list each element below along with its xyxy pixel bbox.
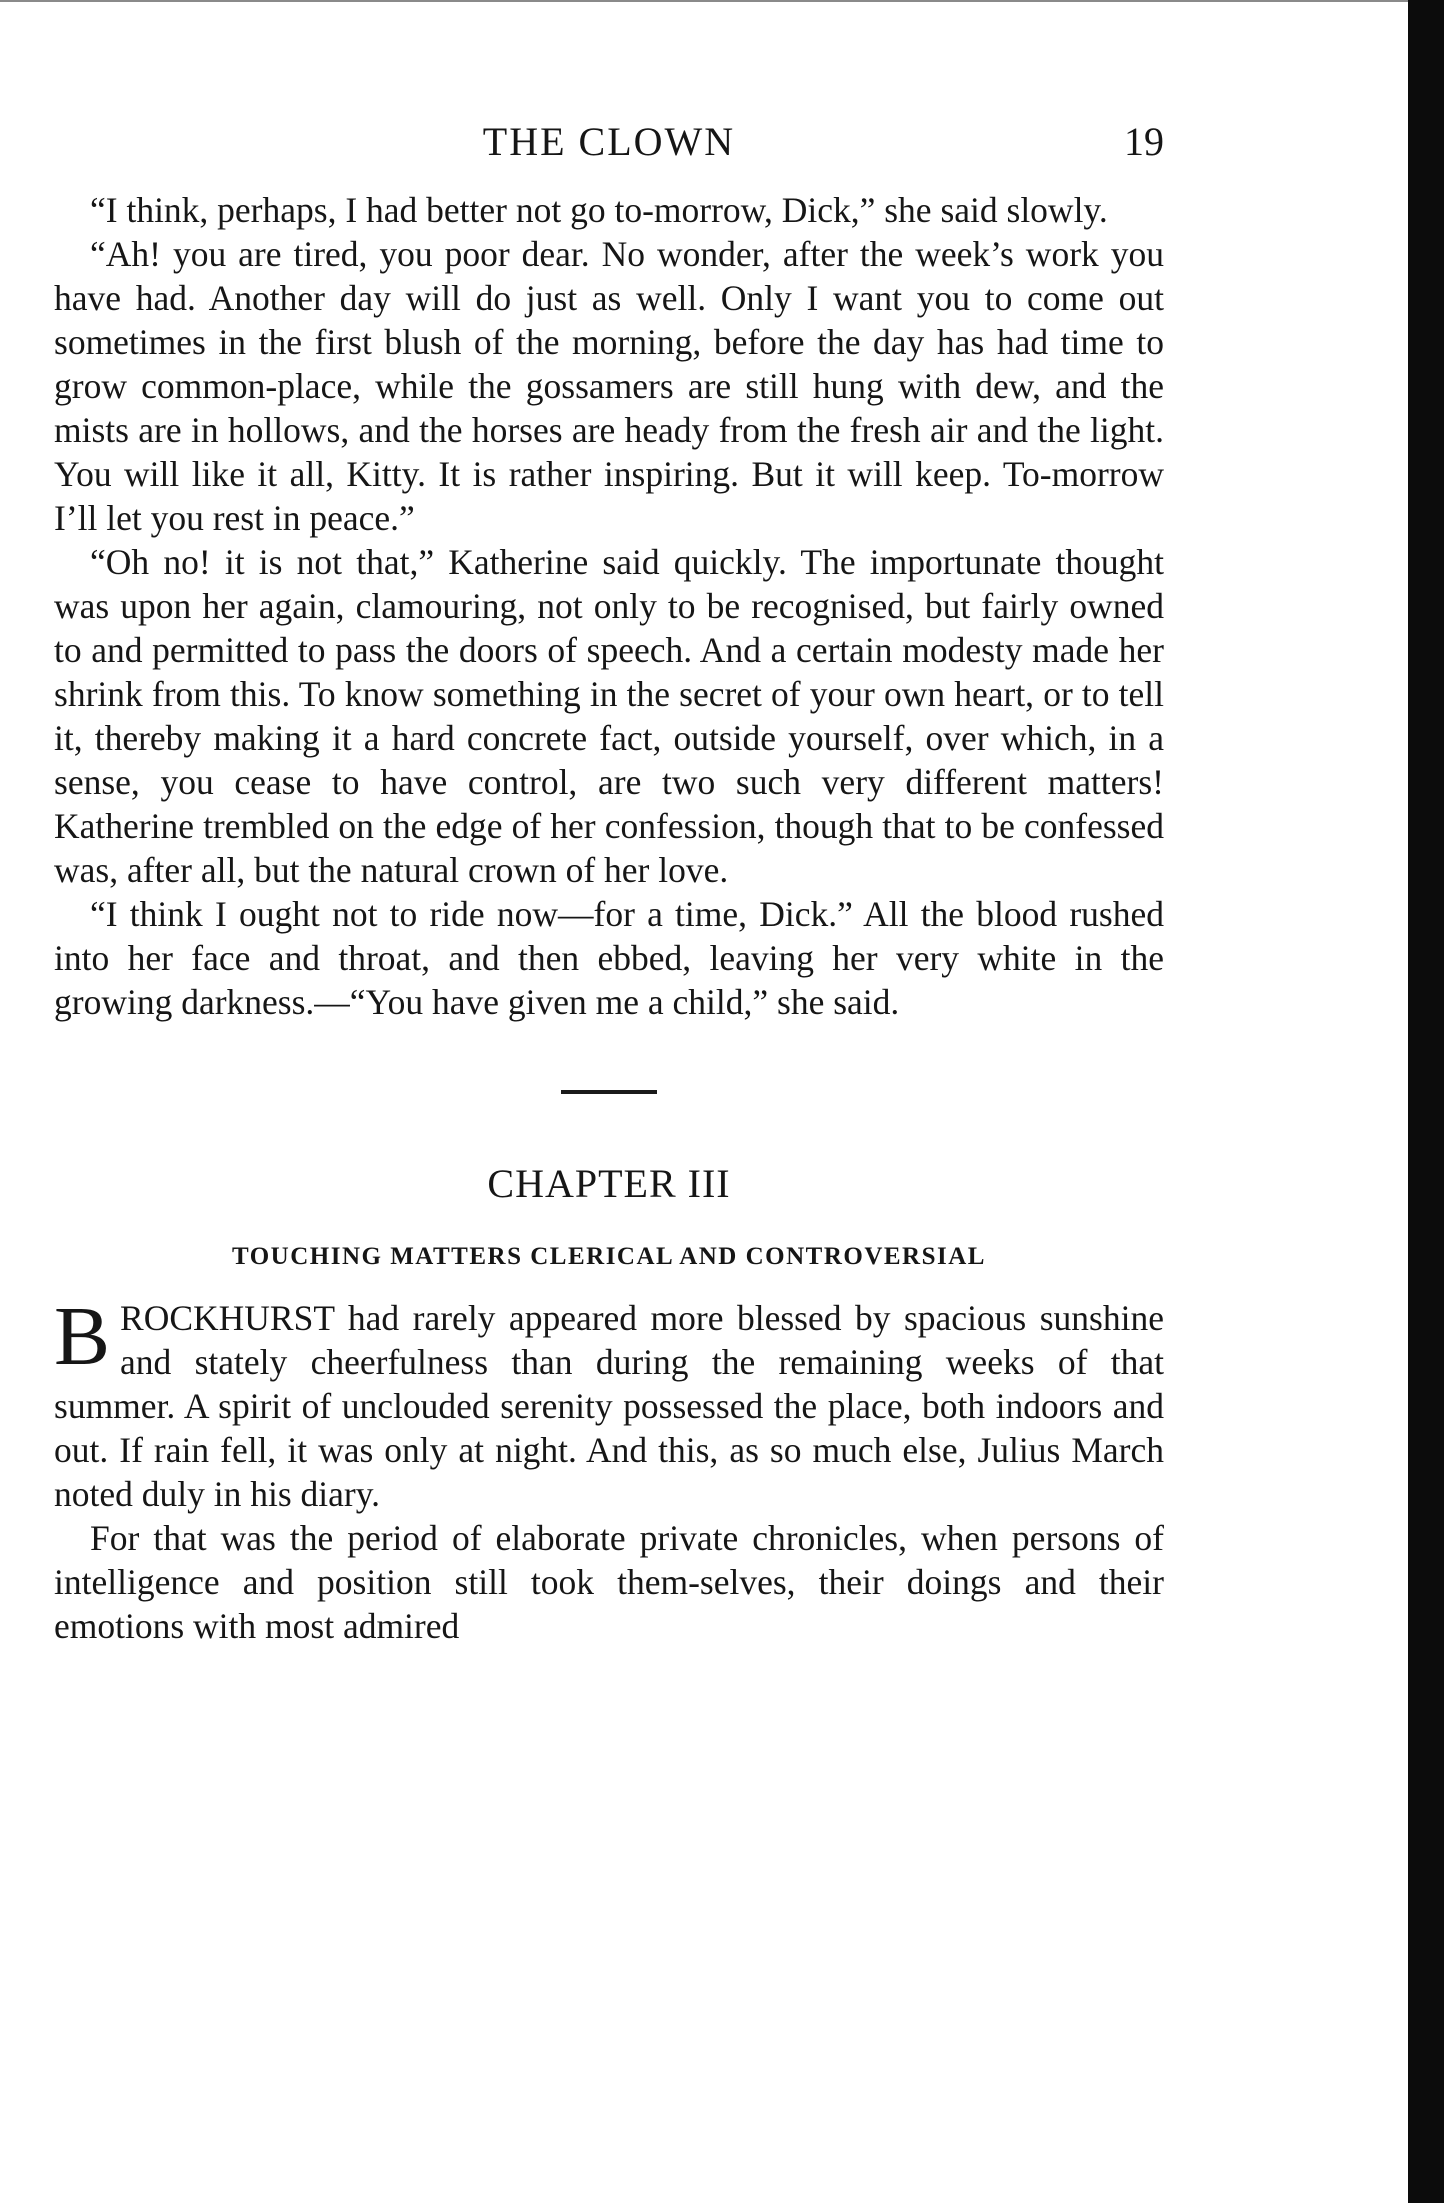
paragraph: “I think, perhaps, I had better not go to-morrow, Dick,” she said slowly. [90,190,1108,230]
section-divider [561,1090,657,1094]
page-top-edge [0,0,1444,2]
opening-paragraph-text: ROCKHURST had rarely appeared more blessed by spacious sunshine and stately cheerfulness than during the remaining weeks of that summer. A spirit of unclouded serenity possessed the place, both indoors and out. If rain fell, it was only at night. And this, as so much else, Julius March noted duly in his diary. [54,1298,1164,1514]
book-page [54,118,1164,1648]
page-number: 19 [1124,119,1164,164]
paragraph: “Ah! you are tired, you poor dear. No wonder, after the week’s work you have had. Another day will do just as well. Only I want you to come out sometimes in the first blush of the morning, before the day has had time to grow common-place, while the gossamers are still hung with dew, and the mists are in hollows, and the horses are heady from the fresh air and the light. You will like it all, Kitty. It is rather inspiring. But it will keep. To-morrow I’ll let you rest in peace.” [54,234,1164,538]
chapter-text [54,1290,1164,1648]
running-title: THE CLOWN [482,119,736,164]
paragraph: “I think I ought not to ride now—for a time, Dick.” All the blood rushed into her face and throat, and then ebbed, leaving her very white in the growing darkness.—“You have given me a child,” she said. [54,894,1164,1022]
page-binding-shadow [1408,0,1444,2203]
paragraph: “Oh no! it is not that,” Katherine said quickly. The importunate thought was upon her again, clamouring, not only to be recognised, but fairly owned to and permitted to pass the doors of speech. And a certain modesty made her shrink from this. To know something in the secret of your own heart, or to tell it, thereby making it a hard concrete fact, outside yourself, over which, in a sense, you cease to have control, are two such very different matters! Katherine trembled on the edge of her confession, though that to be confessed was, after all, but the natural crown of her love. [54,542,1164,890]
chapter-subtitle: TOUCHING MATTERS CLERICAL AND CONTROVERSIAL [232,1243,986,1270]
drop-cap: B [54,1290,111,1383]
chapter-title: CHAPTER III [487,1161,731,1206]
paragraph: For that was the period of elaborate private chronicles, when persons of intelligence and position still took them-selves, their doings and their emotions with most admired [54,1518,1164,1646]
chapter-opening-paragraph [54,1290,1164,1516]
body-text [54,188,1164,1024]
running-head [54,118,1164,178]
